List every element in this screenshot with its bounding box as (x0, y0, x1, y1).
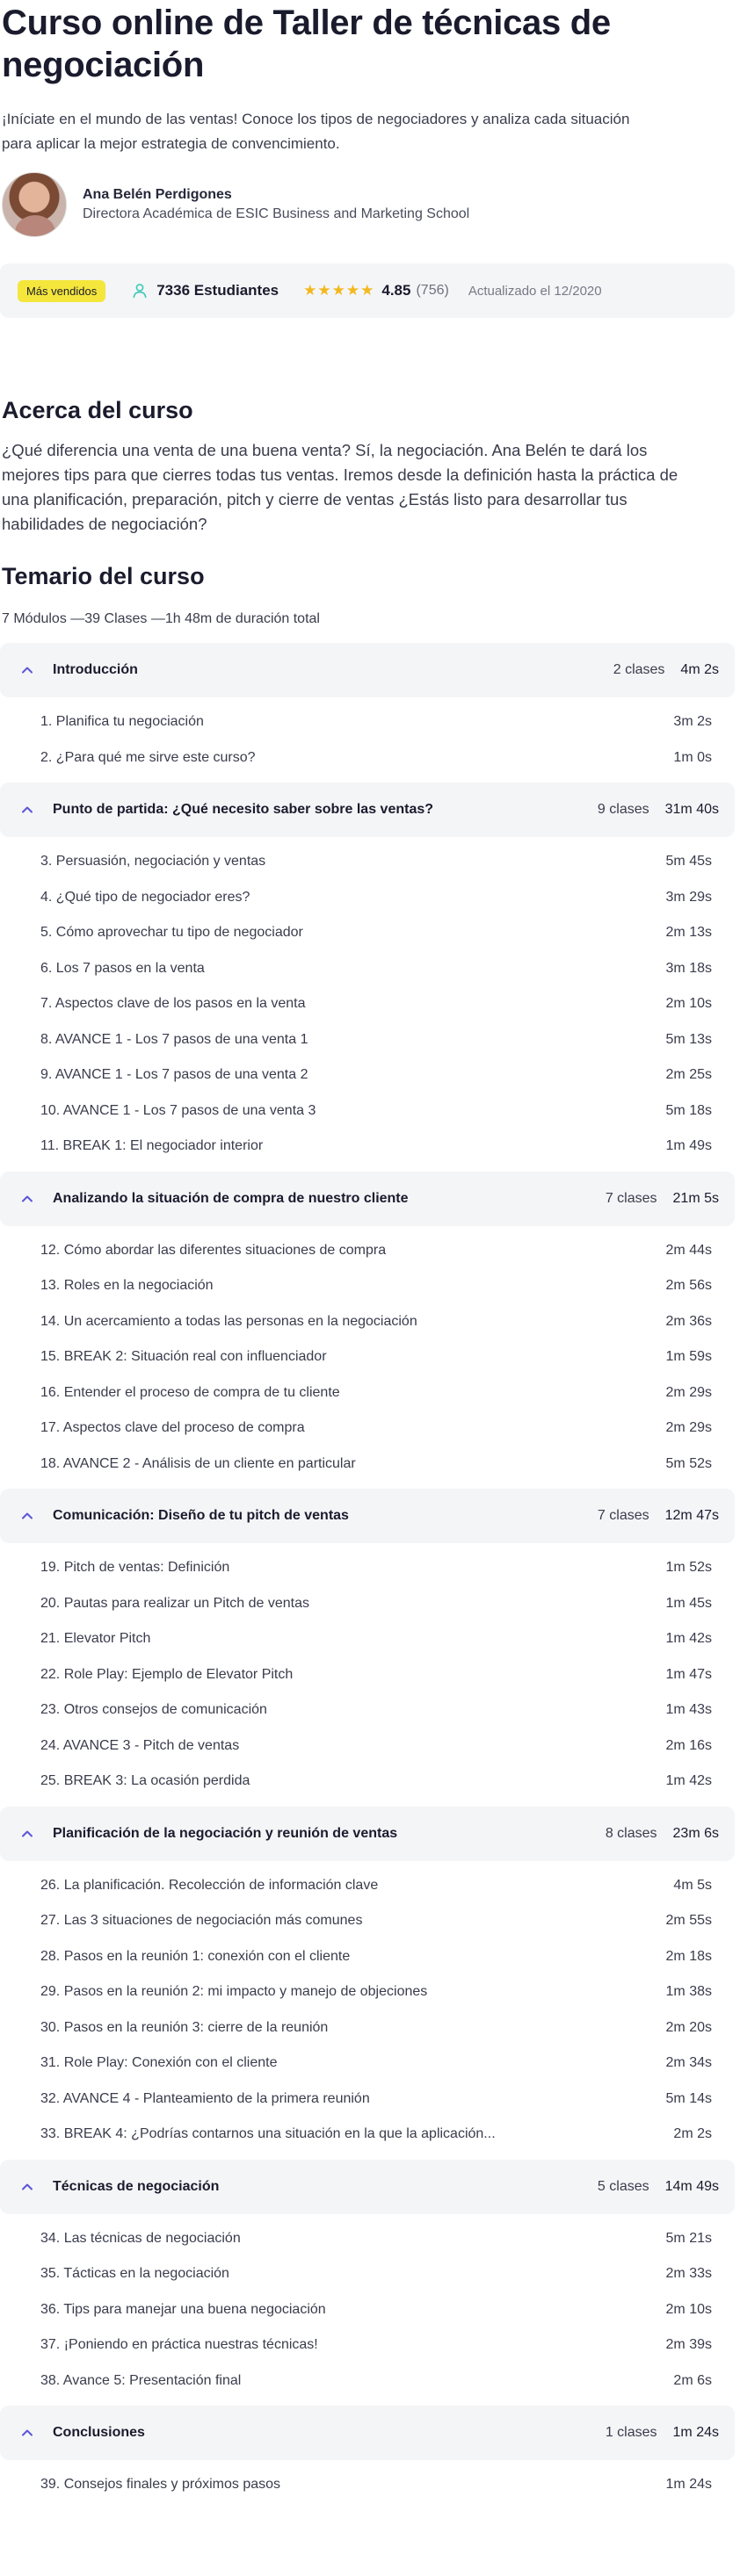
lesson-title: 37. ¡Poniendo en práctica nuestras técnicas! (40, 2337, 318, 2353)
lesson-item[interactable] (0, 2292, 735, 2328)
module-header[interactable] (0, 2406, 735, 2460)
lesson-duration: 2m 20s (665, 2019, 712, 2035)
lesson-title: 8. AVANCE 1 - Los 7 pasos de una venta 1 (40, 1031, 308, 1047)
chevron-up-icon[interactable] (19, 1191, 35, 1207)
lesson-duration: 1m 47s (665, 1666, 712, 1682)
author-card[interactable] (2, 172, 740, 237)
students-count (132, 282, 279, 299)
lesson-title: 27. Las 3 situaciones de negociación más comunes (40, 1913, 363, 1929)
lesson-title: 11. BREAK 1: El negociador interior (40, 1138, 264, 1154)
lesson-list (0, 837, 735, 1172)
lesson-item[interactable] (0, 704, 735, 740)
lesson-duration: 1m 42s (665, 1631, 712, 1647)
author-info (83, 185, 469, 224)
lesson-duration: 2m 34s (665, 2055, 712, 2071)
course-stats-bar (0, 263, 735, 318)
lesson-title: 19. Pitch de ventas: Definición (40, 1560, 230, 1576)
lesson-duration: 2m 16s (665, 1737, 712, 1753)
lesson-item[interactable] (0, 2046, 735, 2082)
module-class-count: 8 clases (605, 1825, 657, 1841)
lesson-duration: 2m 18s (665, 1948, 712, 1964)
lesson-list (0, 697, 735, 783)
module-header[interactable] (0, 643, 735, 697)
lesson-item[interactable] (0, 1550, 735, 1586)
bestseller-badge: Más vendidos (18, 280, 105, 302)
module-duration: 1m 24s (672, 2425, 719, 2440)
lesson-title: 10. AVANCE 1 - Los 7 pasos de una venta 3 (40, 1102, 316, 1118)
lesson-item[interactable] (0, 2221, 735, 2257)
star-icon: ★ (303, 282, 317, 299)
lesson-title: 16. Entender el proceso de compra de tu cliente (40, 1384, 340, 1400)
module-title: Analizando la situación de compra de nuestro cliente (53, 1190, 409, 1206)
star-icon: ★ (345, 282, 360, 299)
lesson-title: 9. AVANCE 1 - Los 7 pasos de una venta 2 (40, 1067, 308, 1083)
module-class-count: 7 clases (597, 1508, 649, 1523)
syllabus-heading: Temario del curso (2, 563, 205, 589)
lesson-item[interactable] (0, 1586, 735, 1622)
lesson-item[interactable] (0, 1868, 735, 1904)
module (0, 643, 735, 783)
lesson-title: 28. Pasos en la reunión 1: conexión con el cliente (40, 1948, 351, 1964)
lesson-title: 17. Aspectos clave del proceso de compra (40, 1420, 305, 1436)
lesson-title: 29. Pasos en la reunión 2: mi impacto y manejo de objeciones (40, 1984, 428, 2000)
lesson-item[interactable] (0, 844, 735, 880)
chevron-up-icon[interactable] (19, 1508, 35, 1524)
lesson-duration: 2m 44s (665, 1242, 712, 1258)
lesson-item[interactable] (0, 1657, 735, 1693)
lesson-title: 38. Avance 5: Presentación final (40, 2372, 242, 2388)
students-label: 7336 Estudiantes (156, 282, 279, 299)
lesson-duration: 2m 10s (665, 996, 712, 1012)
lesson-title: 24. AVANCE 3 - Pitch de ventas (40, 1737, 240, 1753)
lesson-item[interactable] (0, 740, 735, 776)
module-header[interactable] (0, 2160, 735, 2214)
lesson-item[interactable] (0, 986, 735, 1022)
lesson-duration: 5m 52s (665, 1455, 712, 1471)
lesson-item[interactable] (0, 1129, 735, 1165)
lesson-duration: 2m 10s (665, 2301, 712, 2317)
about-heading: Acerca del curso (2, 397, 193, 423)
lesson-item[interactable] (0, 1974, 735, 2010)
lesson-duration: 2m 29s (665, 1384, 712, 1400)
lesson-duration: 2m 2s (673, 2126, 712, 2142)
module-duration: 4m 2s (680, 662, 719, 677)
user-icon (132, 283, 148, 299)
lesson-duration: 2m 13s (665, 925, 712, 941)
lesson-duration: 2m 56s (665, 1278, 712, 1294)
lesson-duration: 5m 45s (665, 854, 712, 869)
course-title: Curso online de Taller de técnicas de negociación (2, 4, 611, 84)
lesson-title: 2. ¿Para qué me sirve este curso? (40, 749, 256, 765)
lesson-item[interactable] (0, 1375, 735, 1411)
lesson-title: 1. Planifica tu negociación (40, 714, 204, 730)
author-avatar[interactable] (2, 172, 67, 237)
module-title: Técnicas de negociación (53, 2178, 220, 2194)
lesson-title: 32. AVANCE 4 - Planteamiento de la primera reunión (40, 2090, 370, 2106)
chevron-up-icon[interactable] (19, 2179, 35, 2195)
lesson-duration: 1m 59s (665, 1349, 712, 1365)
lesson-title: 20. Pautas para realizar un Pitch de ventas (40, 1595, 309, 1611)
lesson-duration: 1m 0s (673, 749, 712, 765)
lesson-duration: 2m 33s (665, 2266, 712, 2282)
lesson-item[interactable] (0, 951, 735, 987)
lesson-item[interactable] (0, 2363, 735, 2399)
lesson-item[interactable] (0, 1692, 735, 1728)
module-header[interactable] (0, 1489, 735, 1543)
lesson-title: 3. Persuasión, negociación y ventas (40, 854, 266, 869)
module-header[interactable] (0, 1807, 735, 1861)
lesson-list (0, 2214, 735, 2406)
lesson-title: 34. Las técnicas de negociación (40, 2230, 241, 2246)
author-name[interactable]: Ana Belén Perdigones (83, 187, 232, 202)
module-duration: 14m 49s (664, 2178, 719, 2194)
lesson-duration: 2m 39s (665, 2337, 712, 2353)
module-list (0, 643, 735, 2510)
chevron-up-icon[interactable] (19, 662, 35, 678)
lesson-title: 15. BREAK 2: Situación real con influenciador (40, 1349, 327, 1365)
lesson-title: 35. Tácticas en la negociación (40, 2266, 229, 2282)
lesson-item[interactable] (0, 1621, 735, 1657)
lesson-title: 36. Tips para manejar una buena negociación (40, 2301, 326, 2317)
module (0, 1489, 735, 1807)
lesson-item[interactable] (0, 1268, 735, 1304)
module-title: Punto de partida: ¿Qué necesito saber sobre las ventas? (53, 802, 434, 817)
lesson-title: 6. Los 7 pasos en la venta (40, 960, 205, 976)
rating-stars (303, 282, 374, 299)
lesson-item[interactable] (0, 1447, 735, 1483)
module-duration: 12m 47s (664, 1508, 719, 1523)
lesson-duration: 1m 43s (665, 1702, 712, 1718)
module-duration: 31m 40s (664, 802, 719, 817)
lesson-duration: 5m 21s (665, 2230, 712, 2246)
module (0, 2406, 735, 2510)
course-subtitle: ¡Iníciate en el mundo de las ventas! Conoce los tipos de negociadores y analiza cada situación para aplicar la mejor estrategia de convencimiento. (2, 111, 630, 152)
rating-value: 4.85 (381, 282, 411, 299)
lesson-title: 4. ¿Qué tipo de negociador eres? (40, 889, 250, 905)
lesson-duration: 3m 2s (673, 714, 712, 730)
module (0, 1172, 735, 1490)
lesson-duration: 1m 38s (665, 1984, 712, 2000)
module-title: Conclusiones (53, 2425, 145, 2440)
lesson-title: 33. BREAK 4: ¿Podrías contarnos una situación en la que la aplicación... (40, 2126, 496, 2142)
lesson-duration: 2m 25s (665, 1067, 712, 1083)
lesson-title: 30. Pasos en la reunión 3: cierre de la reunión (40, 2019, 329, 2035)
about-text: ¿Qué diferencia una venta de una buena venta? Sí, la negociación. Ana Belén te dará los mejores tips para que cierres todas tus ventas. Iremos desde la definición hasta la práctica de una planificación, preparación, pitch y cierre de ventas ¿Estás listo para desarrollar tus habilidades de negociación? (2, 441, 678, 533)
lesson-title: 39. Consejos finales y próximos pasos (40, 2477, 281, 2493)
lesson-item[interactable] (0, 1764, 735, 1800)
lesson-list (0, 1861, 735, 2160)
lesson-duration: 1m 52s (665, 1560, 712, 1576)
lesson-list (0, 1543, 735, 1807)
author-role: Directora Académica de ESIC Business and Marketing School (83, 206, 470, 221)
lesson-item[interactable] (0, 1339, 735, 1375)
lesson-duration: 5m 18s (665, 1102, 712, 1118)
lesson-item[interactable] (0, 2117, 735, 2153)
lesson-duration: 4m 5s (673, 1877, 712, 1893)
module-class-count: 5 clases (597, 2178, 649, 2194)
module-header[interactable] (0, 1172, 735, 1226)
star-icon: ★ (331, 282, 345, 299)
lesson-title: 26. La planificación. Recolección de información clave (40, 1877, 379, 1893)
lesson-duration: 5m 13s (665, 1031, 712, 1047)
chevron-up-icon[interactable] (19, 802, 35, 818)
lesson-duration: 2m 29s (665, 1420, 712, 1436)
module (0, 783, 735, 1172)
lesson-item[interactable] (0, 1057, 735, 1093)
lesson-duration: 5m 14s (665, 2090, 712, 2106)
module-header[interactable] (0, 783, 735, 837)
lesson-title: 31. Role Play: Conexión con el cliente (40, 2055, 278, 2071)
lesson-duration: 1m 45s (665, 1595, 712, 1611)
lesson-item[interactable] (0, 1093, 735, 1129)
chevron-up-icon[interactable] (19, 1826, 35, 1842)
lesson-item[interactable] (0, 2467, 735, 2503)
lesson-duration: 1m 42s (665, 1773, 712, 1789)
lesson-title: 13. Roles en la negociación (40, 1278, 214, 1294)
module-class-count: 9 clases (597, 802, 649, 817)
lesson-title: 23. Otros consejos de comunicación (40, 1702, 267, 1718)
lesson-title: 25. BREAK 3: La ocasión perdida (40, 1773, 250, 1789)
lesson-title: 7. Aspectos clave de los pasos en la venta (40, 996, 306, 1012)
star-icon: ★ (360, 282, 374, 299)
lesson-duration: 3m 18s (665, 960, 712, 976)
lesson-item[interactable] (0, 1233, 735, 1269)
lesson-item[interactable] (0, 1939, 735, 1975)
lesson-title: 12. Cómo abordar las diferentes situaciones de compra (40, 1242, 387, 1258)
lesson-item[interactable] (0, 915, 735, 951)
lesson-item[interactable] (0, 880, 735, 916)
lesson-item[interactable] (0, 1022, 735, 1058)
module-class-count: 1 clases (605, 2425, 657, 2440)
lesson-duration: 3m 29s (665, 889, 712, 905)
lesson-title: 5. Cómo aprovechar tu tipo de negociador (40, 925, 303, 941)
module-duration: 23m 6s (672, 1825, 719, 1841)
lesson-title: 21. Elevator Pitch (40, 1631, 151, 1647)
lesson-item[interactable] (0, 2327, 735, 2363)
lesson-list (0, 2460, 735, 2510)
reviews-count: (756) (416, 283, 449, 298)
module (0, 2160, 735, 2406)
lesson-item[interactable] (0, 1411, 735, 1447)
lesson-item[interactable] (0, 1903, 735, 1939)
lesson-duration: 2m 6s (673, 2372, 712, 2388)
lesson-duration: 2m 55s (665, 1913, 712, 1929)
module-class-count: 7 clases (605, 1190, 657, 1206)
updated-date: Actualizado el 12/2020 (468, 283, 602, 299)
lesson-duration: 1m 24s (665, 2477, 712, 2493)
module-title: Planificación de la negociación y reunión de ventas (53, 1825, 398, 1841)
module-class-count: 2 clases (613, 662, 665, 677)
lesson-duration: 1m 49s (665, 1138, 712, 1154)
module-duration: 21m 5s (672, 1190, 719, 1206)
module (0, 1807, 735, 2160)
module-title: Introducción (53, 662, 138, 677)
lesson-title: 18. AVANCE 2 - Análisis de un cliente en particular (40, 1455, 356, 1471)
module-title: Comunicación: Diseño de tu pitch de ventas (53, 1508, 349, 1523)
lesson-item[interactable] (0, 2256, 735, 2292)
lesson-title: 22. Role Play: Ejemplo de Elevator Pitch (40, 1666, 294, 1682)
lesson-item[interactable] (0, 2010, 735, 2046)
star-icon: ★ (317, 282, 331, 299)
lesson-title: 14. Un acercamiento a todas las personas en la negociación (40, 1313, 417, 1329)
lesson-item[interactable] (0, 2082, 735, 2118)
lesson-duration: 2m 36s (665, 1313, 712, 1329)
syllabus-summary: 7 Módulos —39 Clases —1h 48m de duración total (2, 611, 320, 626)
lesson-item[interactable] (0, 1304, 735, 1340)
lesson-item[interactable] (0, 1728, 735, 1764)
lesson-list (0, 1226, 735, 1490)
chevron-up-icon[interactable] (19, 2425, 35, 2441)
